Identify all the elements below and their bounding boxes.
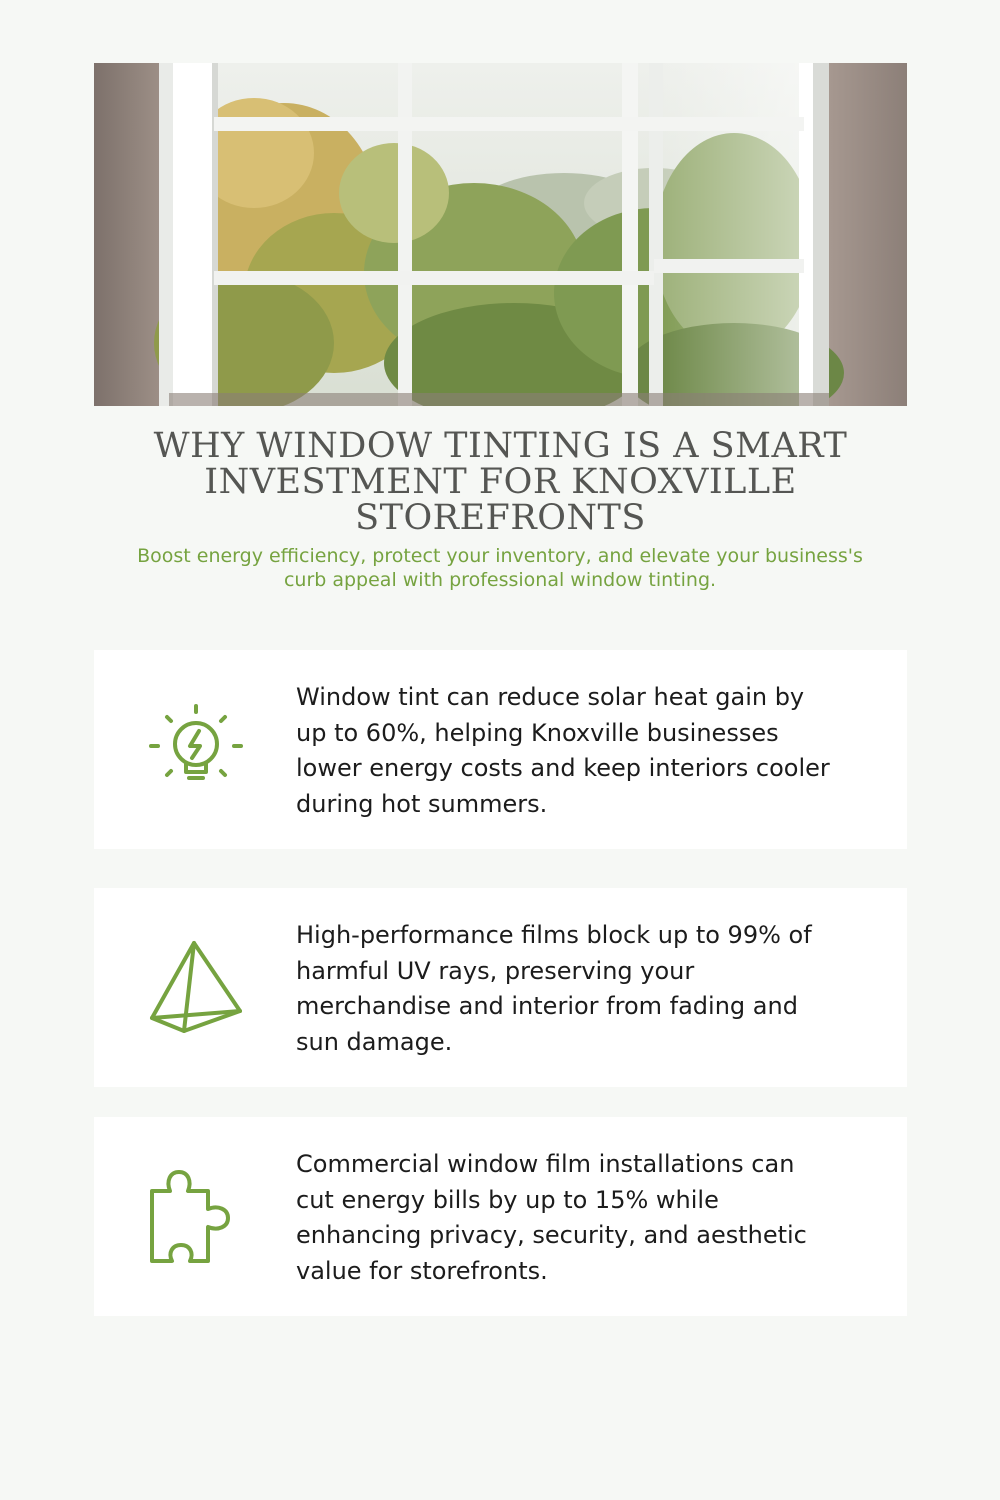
page-title: WHY WINDOW TINTING IS A SMART INVESTMENT FOR KNOXVILLE STOREFRONTS [153,426,848,538]
pyramid-icon [146,938,246,1038]
benefit-text-savings: Commercial window film installations can cut energy bills by up to 15% while enhancing privacy, security, and aesthetic value for storefronts. [296,1150,807,1285]
benefit-card-savings [94,1117,907,1316]
puzzle-icon [146,1167,246,1267]
benefit-card-uv [94,888,907,1087]
benefit-text-uv: High-performance films block up to 99% of harmful UV rays, preserving your merchandise and interior from fading and sun damage. [296,921,812,1056]
page-subtitle: Boost energy efficiency, protect your inventory, and elevate your business's curb appeal with professional window tinting. [137,545,863,591]
hero-image [94,63,907,406]
lightbulb-icon [146,700,246,800]
benefit-card-energy [94,650,907,849]
benefit-text-energy: Window tint can reduce solar heat gain by up to 60%, helping Knoxville businesses lower energy costs and keep interiors cooler during hot summers. [296,683,830,818]
